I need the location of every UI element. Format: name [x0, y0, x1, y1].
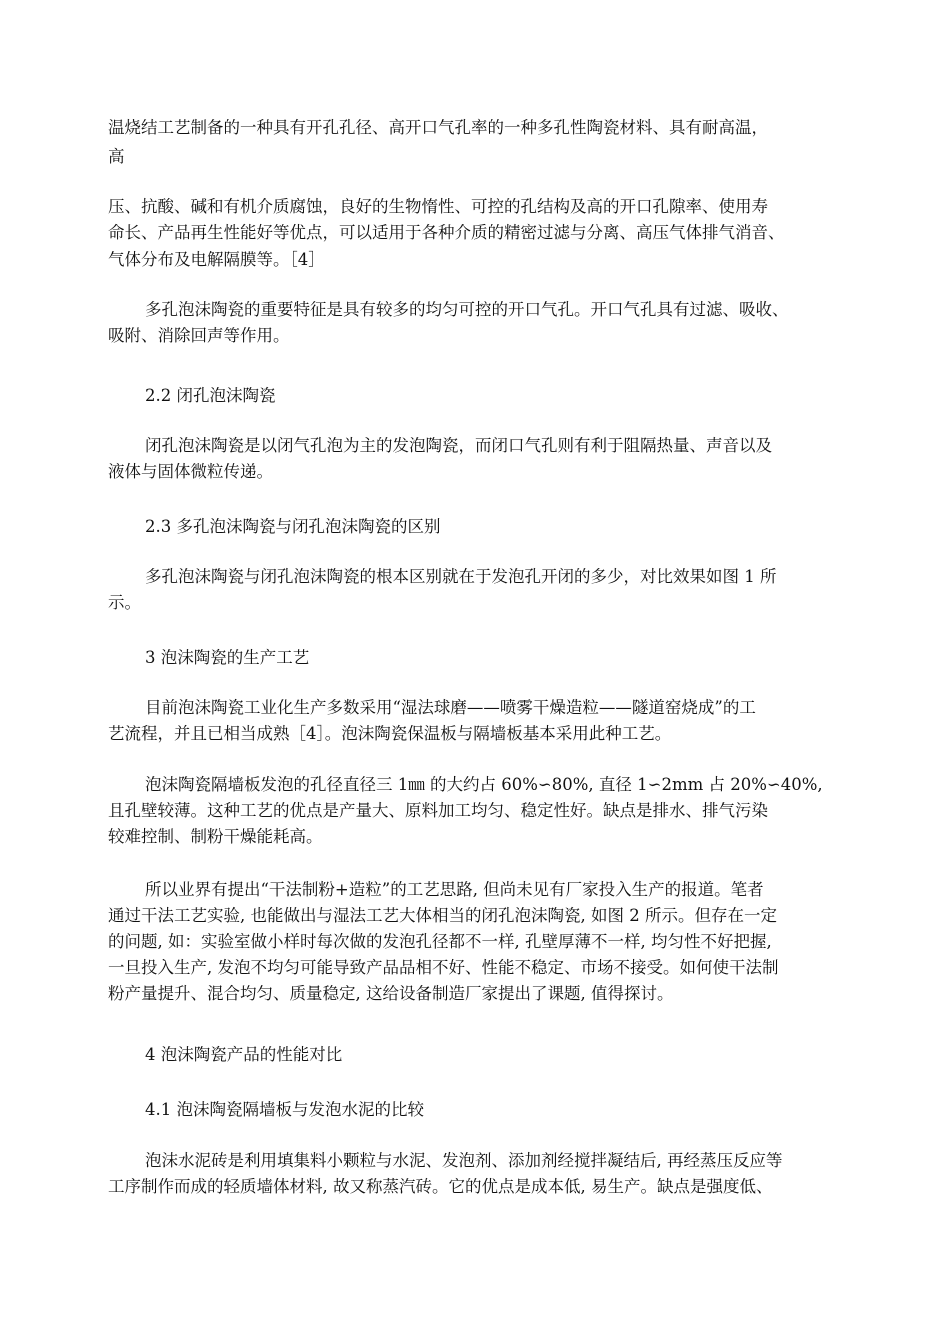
text-line: 多孔泡沫陶瓷的重要特征是具有较多的均匀可控的开口气孔。开口气孔具有过滤、吸收、 — [145, 300, 789, 319]
text-line: 艺流程，并且已相当成熟［4］。泡沫陶瓷保温板与隔墙板基本采用此种工艺。 — [108, 724, 672, 743]
section-heading: 2.2 闭孔泡沫陶瓷 — [145, 386, 276, 405]
text-line: 命长、产品再生性能好等优点，可以适用于各种介质的精密过滤与分离、高压气体排气消音、 — [108, 223, 785, 242]
text-line: 温烧结工艺制备的一种具有开孔孔径、高开口气孔率的一种多孔性陶瓷材料、具有耐高温， — [108, 118, 768, 137]
text-line: 粉产量提升、混合均匀、质量稳定, 这给设备制造厂家提出了课题, 值得探讨。 — [108, 984, 674, 1003]
section-heading: 2.3 多孔泡沫陶瓷与闭孔泡沫陶瓷的区别 — [145, 517, 441, 536]
text-line: 工序制作而成的轻质墙体材料, 故又称蒸汽砖。它的优点是成本低, 易生产。缺点是强度低、 — [108, 1177, 773, 1196]
section-heading: 4 泡沫陶瓷产品的性能对比 — [145, 1045, 343, 1064]
text-line: 泡沫水泥砖是利用填集料小颗粒与水泥、发泡剂、添加剂经搅拌凝结后, 再经蒸压反应等 — [145, 1151, 783, 1170]
text-line: 液体与固体微粒传递。 — [108, 462, 273, 481]
text-line: 一旦投入生产, 发泡不均匀可能导致产品品相不好、性能不稳定、市场不接受。如何使干法制 — [108, 958, 779, 977]
text-line: 压、抗酸、碱和有机介质腐蚀，良好的生物惰性、可控的孔结构及高的开口孔隙率、使用寿 — [108, 197, 768, 216]
section-heading: 4.1 泡沫陶瓷隔墙板与发泡水泥的比较 — [145, 1100, 424, 1119]
text-line: 且孔壁较薄。这种工艺的优点是产量大、原料加工均匀、稳定性好。缺点是排水、排气污染 — [108, 801, 768, 820]
section-heading: 3 泡沫陶瓷的生产工艺 — [145, 648, 310, 667]
text-line: 示。 — [108, 593, 141, 612]
text-line: 多孔泡沫陶瓷与闭孔泡沫陶瓷的根本区别就在于发泡孔开闭的多少，对比效果如图 1 所 — [145, 567, 777, 586]
text-line: 气体分布及电解隔膜等。［4］ — [108, 250, 325, 269]
text-line: 高 — [108, 147, 125, 166]
text-line: 通过干法工艺实验, 也能做出与湿法工艺大体相当的闭孔泡沫陶瓷, 如图 2 所示。但存在一定 — [108, 906, 777, 925]
text-line: 吸附、消除回声等作用。 — [108, 326, 290, 345]
text-line: 的问题, 如：实验室做小样时每次做的发泡孔径都不一样, 孔壁厚薄不一样, 均匀性不好把握, — [108, 932, 772, 951]
text-line: 较难控制、制粉干燥能耗高。 — [108, 827, 323, 846]
text-line: 所以业界有提出“干法制粉+造粒”的工艺思路, 但尚未见有厂家投入生产的报道。笔者 — [145, 880, 764, 899]
text-line: 泡沫陶瓷隔墙板发泡的孔径直径三 1㎜ 的大约占 60%∽80%, 直径 1∽2mm 占 20%∽40%, — [145, 775, 823, 794]
text-line: 闭孔泡沫陶瓷是以闭气孔泡为主的发泡陶瓷，而闭口气孔则有利于阻隔热量、声音以及 — [145, 436, 772, 455]
text-line: 目前泡沫陶瓷工业化生产多数采用“湿法球磨——喷雾干燥造粒——隧道窑烧成”的工 — [145, 698, 756, 717]
